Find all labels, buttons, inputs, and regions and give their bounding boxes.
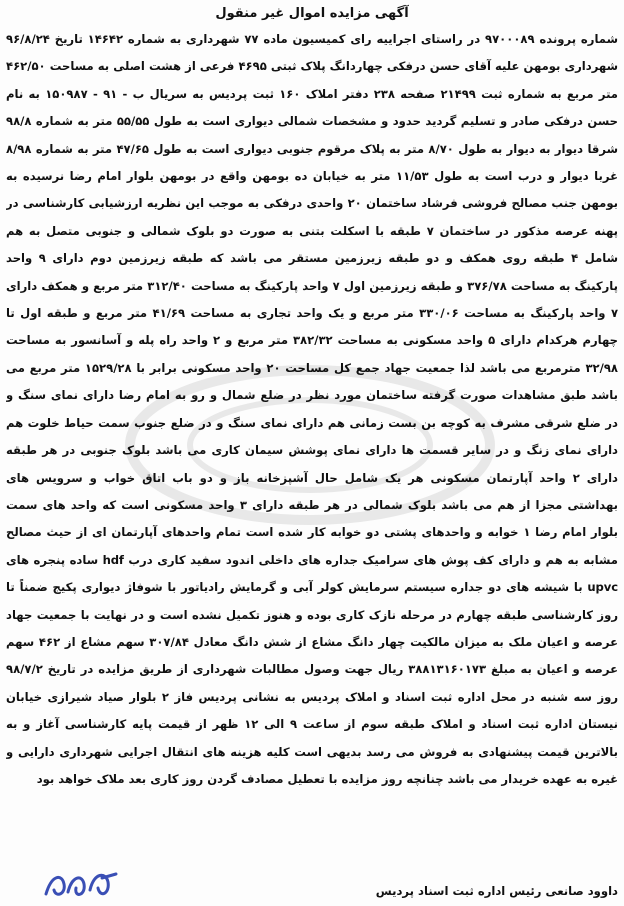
handwritten-mark (42, 868, 122, 902)
notice-title: آگهی مزایده اموال غیر منقول (215, 6, 409, 21)
signature-line: داوود صانعی رئیس اداره ثبت اسناد پردیس (375, 884, 618, 898)
notice-body: شماره پرونده ۹۷۰۰۰۸۹ در راستای اجراییه رای کمیسیون ماده ۷۷ شهرداری به شماره ۱۴۶۴۲ تاریخ ۹۶/۸/۲۴ شهرداری بومهن علیه آقای حسن درفکی چهاردانگ پلاک ثبتی ۴۶۹۵ فرعی از هشت اصلی به مساحت ۴۶۲/۵۰ متر مربع به شماره ثبت ۲۱۴۹۹ صفحه ۲۳۸ دفتر املاک ۱۶۰ ثبت پردیس به سریال ب - ۹۱ - ۱۵۰۹۸۷ به نام حسن درفکی صادر و تسلیم گردید حدود و مشخصات شمالی دیواری است به طول ۵۵/۵۵ متر به شماره ۹۸/۸ شرقا دیوار به دیوار به طول ۸/۷۰ متر به پلاک مرقوم جنوبی دیواری است به طول ۴۷/۶۵ متر به شماره ۸/۹۸ غربا دیوار و درب است به طول ۱۱/۵۳ متر به خیابان ده بومهن واقع در بومهن بلوار امام رضا نرسیده به بومهن جنب مصالح فروشی فرشاد ساختمان ۲۰ واحدی درفکی به موجب این نظریه ارزشیابی کارشناسی در پهنه عرصه مذکور در ساختمان ۷ طبقه با اسکلت بتنی به صورت دو بلوک شمالی و جنوبی متصل به هم شامل ۴ طبقه روی همکف و دو طبقه زیرزمین مستقر می باشد که طبقه زیرزمین دوم دارای ۹ واحد پارکینگ به مساحت ۳۷۶/۷۸ و طبقه زیرزمین اول ۷ واحد پارکینگ به مساحت ۳۱۲/۴۰ متر مربع و همکف دارای ۷ واحد پارکینگ به مساحت ۳۳۰/۰۶ متر مربع و یک واحد تجاری به مساحت ۴۱/۶۹ متر مربع و طبقه اول تا چهارم هرکدام دارای ۵ واحد مسکونی به مساحت ۳۸۲/۳۲ متر مربع و ۲ واحد راه پله و آسانسور به مساحت ۳۲/۹۸ مترمربع می باشد لذا جمعیت جهاد جمع کل مساحت ۲۰ واحد مسکونی برابر با ۱۵۲۹/۲۸ متر مربع می باشد طبق مشاهدات صورت گرفته ساختمان مورد نظر در ضلع شمال و رو به امام رضا دارای نمای سنگ و در ضلع شرقی مشرف به کوچه بن بست زمانی هم دارای نمای سنگ و در ضلع جنوب سمت حیاط خلوت هم دارای نمای زنگ و در سایر قسمت ها دارای نمای پوشش سیمان کاری می باشد بلوک جنوبی در هر طبقه دارای ۲ واحد آپارتمان مسکونی هر یک شامل حال آشپزخانه باز و دو باب اتاق خواب و سرویس های بهداشتی مجزا از هم می باشد بلوک شمالی در هر طبقه دارای ۳ واحد مسکونی است که واحد های سمت بلوار امام رضا ۱ خوابه و واحدهای پشتی دو خوابه کار شده است تمام واحدهای آپارتمان ای از حیث مصالح مشابه به هم و دارای کف پوش های سرامیک جداره های داخلی اندود سفید کاری درب hdf ساده پنجره های upvc با شیشه های دو جداره سیستم سرمایش کولر آبی و گرمایش رادیاتور با شوفاژ دیواری پکیج ضمناً تا روز کارشناسی طبقه چهارم در مرحله نازک کاری بوده و هنوز تکمیل نشده است و در نهایت با جمعیت جهاد عرصه و اعیان ملک به میزان مالکیت چهار دانگ مشاع از شش دانگ معادل ۳۰۷/۸۴ سهم مشاع از ۴۶۲ سهم عرصه و اعیان به مبلغ ۳۸۸۱۳۱۶۰۱۷۳ ریال جهت وصول مطالبات شهرداری از طریق مزایده در تاریخ ۹۸/۷/۲ روز سه شنبه در محل اداره ثبت اسناد و املاک پردیس به نشانی پردیس فاز ۲ بلوار صیاد شیرازی خیابان نیستان اداره ثبت اسناد و املاک طبقه سوم از ساعت ۹ الی ۱۲ ظهر از قیمت پایه کارشناسی آغاز و به بالاترین قیمت پیشنهادی به فروش می رسد بدیهی است کلیه هزینه های انتقال اجرایی شهرداری دارایی و غیره به عهده خریدار می باشد چنانچه روز مزایده با تعطیل مصادف گردن روز کاری بعد ملاک خواهد بود (6, 32, 618, 786)
signature-row (6, 876, 618, 902)
